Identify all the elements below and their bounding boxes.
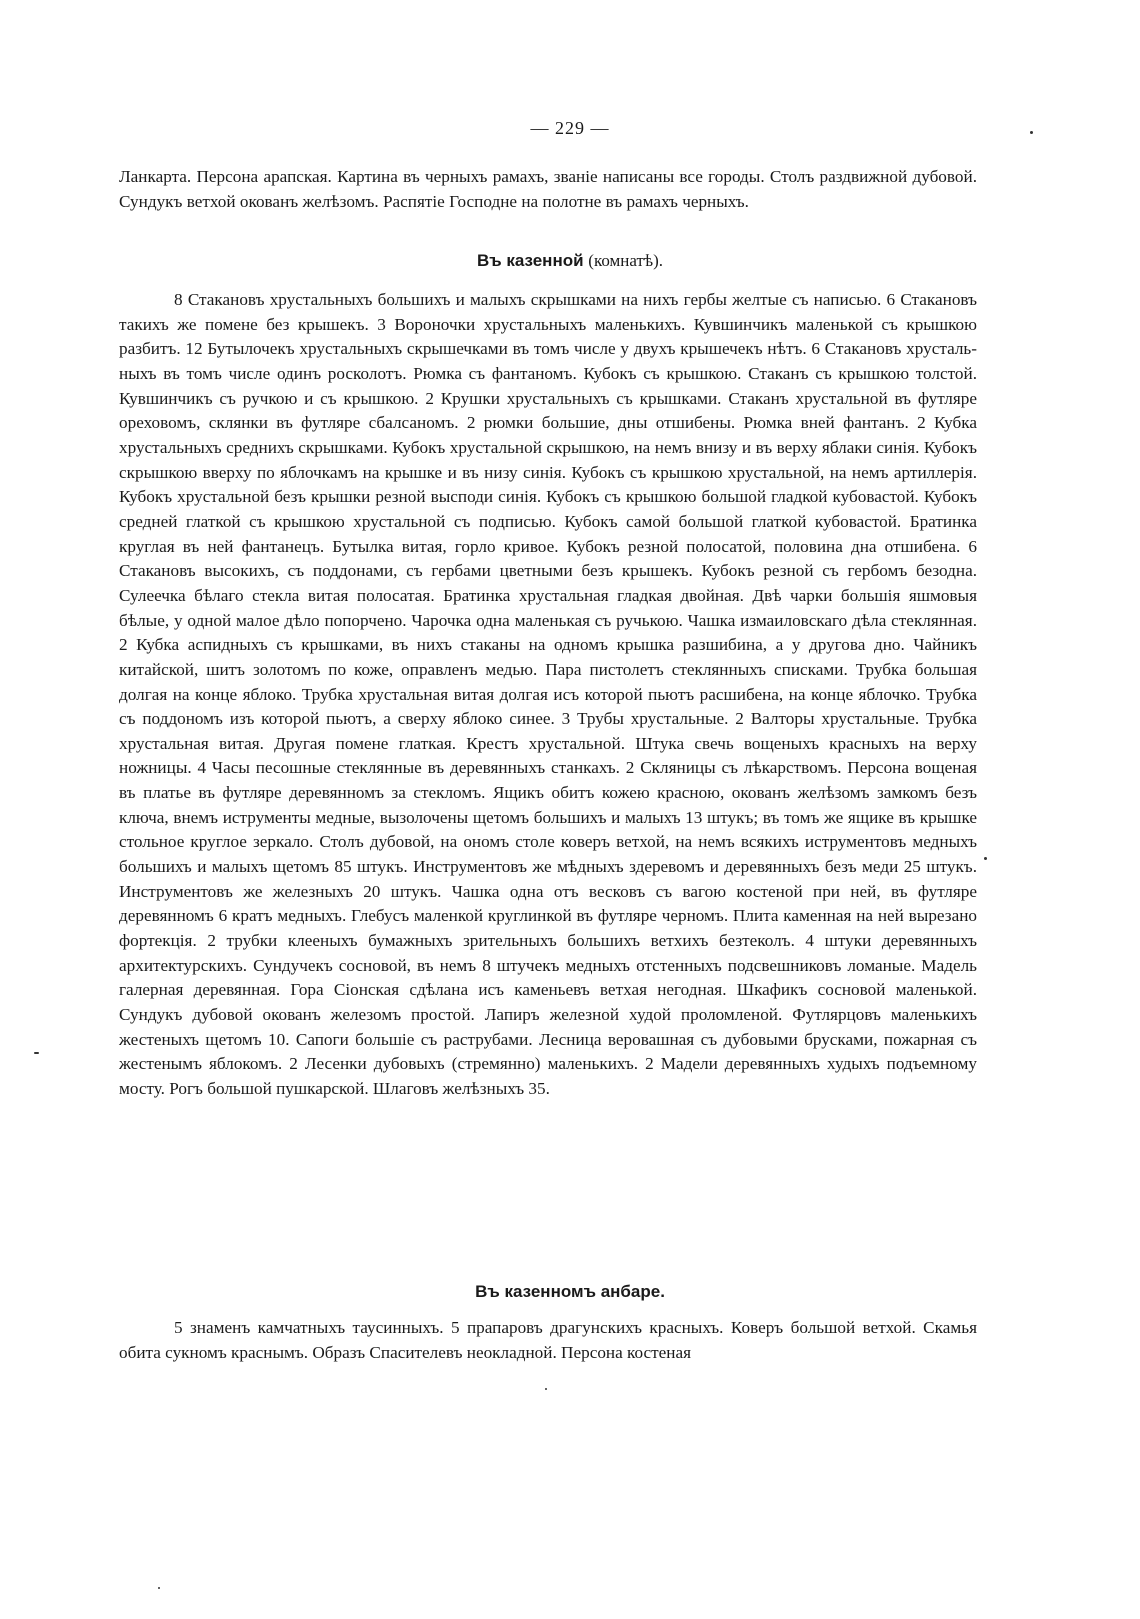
section-body-text: 5 знаменъ камчатныхъ таусинныхъ. 5 прапаровъ драгунскихъ красныхъ. Коверъ большой ветхой. Скамья обита сукномъ краснымъ. Образъ Спасителевъ неокладной. Персона костеная <box>119 1318 977 1362</box>
section-body-kazenny-anbar <box>119 1316 977 1365</box>
section-heading-kazennaya-komnata <box>0 251 1140 271</box>
scan-speck <box>545 1388 547 1390</box>
section-body-text: 8 Стакановъ хрустальныхъ большихъ и малыхъ скрышками на нихъ гербы желтые съ написью. 6 Стакановъ такихъ же помене без крышекъ. 3 Вороночки хрустальныхъ маленькихъ. Кувшинчикъ маленькой съ крышкою разбитъ. 12 Бутылочекъ хрустальныхъ скрышечками въ томъ числе у двухъ крышечекъ нѣтъ. 6 Стакановъ хрустальныхъ въ томъ числе одинъ росколотъ. Рюмка съ фантаномъ. Кубокъ съ крышкою. Стаканъ съ крышкою толстой. Кувшинчикъ съ ручкою и съ крышкою. 2 Крушки хрустальныхъ съ крышками. Стаканъ хрустальной въ футляре ореховомъ, склянки въ футляре сбалсаномъ. 2 рюмки большие, дны отшибены. Рюмка вней фантанъ. 2 Кубка хрустальныхъ среднихъ скрышками. Кубокъ хрустальной скрышкою, на немъ внизу и въ верху яблаки синія. Кубокъ скрышкою вверху по яблочкамъ на крышке и въ низу синія. Кубокъ съ крышкою хрустальной, на немъ артиллерія. Кубокъ хрустальной безъ крышки резной высподи синія. Кубокъ съ крышкою большой гладкой кубовастой. Кубокъ средней глаткой съ крышкою хрустальной съ подписью. Кубокъ самой большой глаткой кубовастой. Братинка круглая въ ней фантанецъ. Бутылка витая, горло кривое. Кубокъ резной полосатой, половина дна отшибена. 6 Стакановъ высокихъ, съ поддонами, съ гербами цветными безъ крышекъ. Кубокъ резной съ гербомъ безодна. Сулеечка бѣлаго стекла витая полосатая. Братинка хрустальная гладкая двойная. Двѣ чарки большія яшмовыя бѣлые, у одной малое дѣло попорчено. Чарочка одна маленькая съ ручькою. Чашка измаиловскаго дѣла стеклянная. 2 Кубка аспидныхъ съ крышками, въ нихъ стаканы на одномъ крышка разшибина, а у другова дно. Чайникъ китайской, шитъ золотомъ по коже, оправленъ медью. Пара пистолетъ стеклянныхъ списками. Трубка большая долгая на конце яблоко. Трубка хрустальная витая долгая исъ которой пьютъ расшибена, на конце яблочко. Трубка съ поддономъ изъ которой пьютъ, а сверху яблоко синее. 3 Трубы хрустальные. 2 Валторы хрустальные. Трубка хрустальная витая. Другая помене глаткая. Крестъ хрустальной. Штука свечь вощеныхъ красныхъ на верху ножницы. 4 Часы песошные стеклянные въ деревянныхъ станкахъ. 2 Скляницы съ лѣкарствомъ. Персона вощеная въ платье въ футляре деревянномъ за стекломъ. Ящикъ обитъ кожею красною, окованъ желѣзомъ замкомъ безъ ключа, внемъ иструменты медные, вызолочены щетомъ большихъ и малыхъ 13 штукъ; въ томъ же ящике въ крышке стольное круглое зеркало. Столъ дубовой, на ономъ столе коверъ ветхой, на немъ всякихъ иструментовъ медныхъ большихъ и малыхъ щетомъ 85 штукъ. Инструментовъ же мѣдныхъ здеревомъ и деревянныхъ безъ меди 25 штукъ. Инструментовъ же железныхъ 20 штукъ. Чашка одна отъ весковъ съ вагою костеной при ней, въ футляре деревянномъ 6 кратъ медныхъ. Глебусъ маленкой круглинкой въ футляре черномъ. Плита каменная на ней вырезано фортекція. 2 трубки клееныхъ бумажныхъ зрительныхъ большихъ ветхихъ безтеколъ. 4 штуки деревянныхъ архитектурскихъ. Сундучекъ сосновой, въ немъ 8 штучекъ медныхъ отстенныхъ подсвешниковъ ломаные. Мадель галерная деревянная. Гора Сіонская сдѣлана исъ каменьевъ ветхая негодная. Шкафикъ сосновой маленькой. Сундукъ дубовой окованъ железомъ простой. Лапиръ железной худой проломленой. Футлярцовъ маленькихъ жестеныхъ щетомъ 10. Сапоги большіе съ раструбами. Лесница веровашная съ дубовыми брусками, пожарная съ жестенымъ яблокомъ. 2 Лесенки дубовыхъ (стремянно) маленькихъ. 2 Мадели деревянныхъ худыхъ подъемному мосту. Рогъ большой пушкарской. Шлаговъ желѣзныхъ 35. <box>119 290 977 1098</box>
scan-speck <box>34 1052 39 1054</box>
intro-text: Ланкарта. Персона арапская. Картина въ черныхъ рамахъ, званіе написаны все городы. Столъ раздвижной дубовой. Сундукъ ветхой окованъ желѣзомъ. Распятіе Господне на полотне въ рамахъ черныхъ. <box>119 167 977 211</box>
scan-speck <box>984 857 987 860</box>
section-heading-note: (комнатѣ). <box>588 251 664 270</box>
scan-speck <box>1030 131 1033 134</box>
section-body-kazennaya-komnata <box>119 288 977 1102</box>
section-heading-title: Въ казенной <box>476 251 584 270</box>
section-heading-title: Въ казенномъ анбаре. <box>475 1282 665 1301</box>
scan-speck <box>158 1587 160 1589</box>
page-number: — 229 — <box>530 118 610 138</box>
section-heading-kazenny-anbar <box>0 1282 1140 1302</box>
intro-paragraph <box>119 165 977 214</box>
